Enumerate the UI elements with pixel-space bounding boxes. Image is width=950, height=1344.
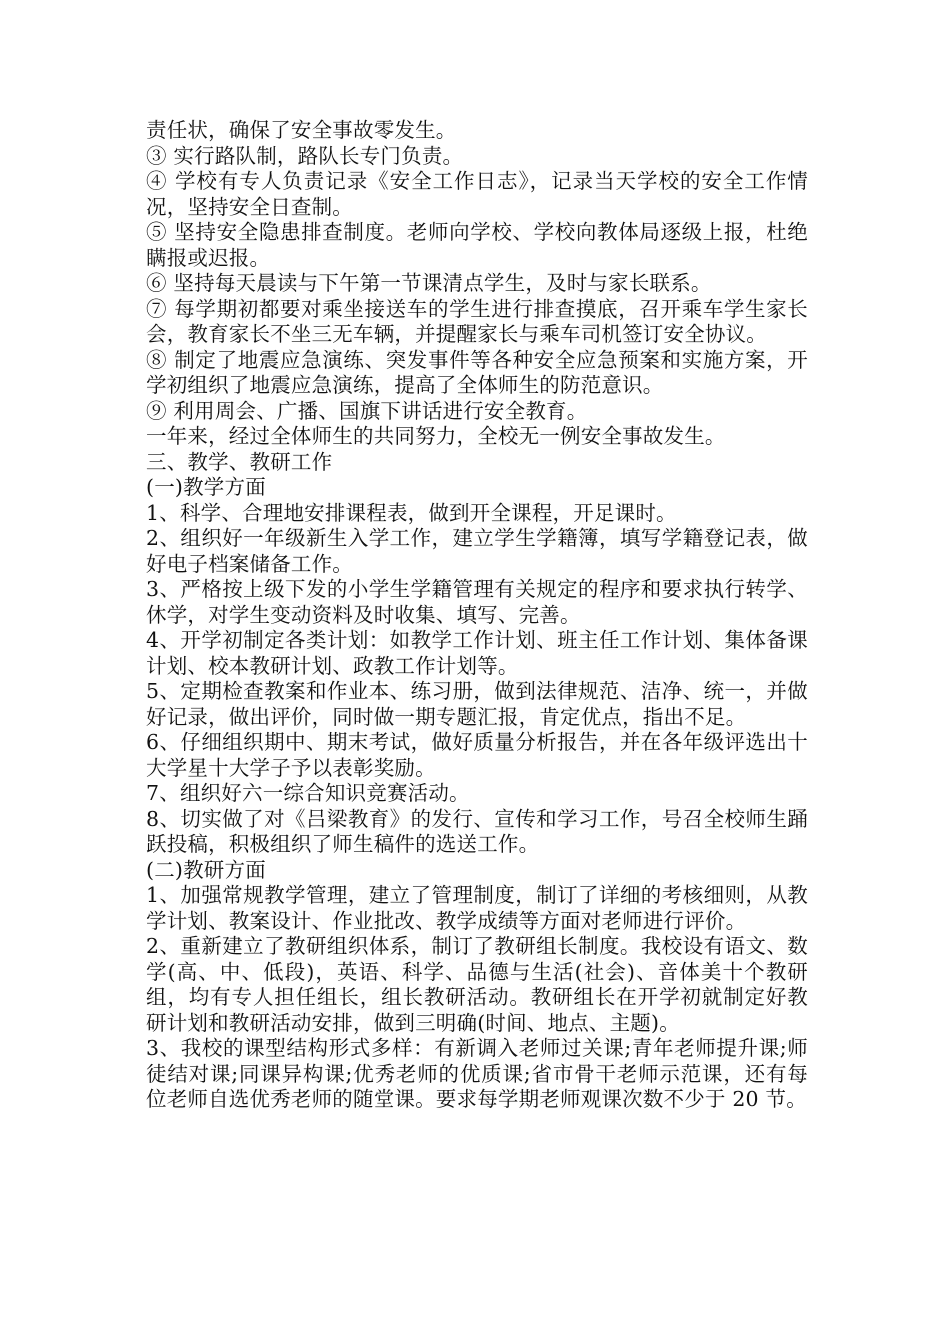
document-page [146, 118, 808, 1113]
paragraph-safety-summary: 一年来，经过全体师生的共同努力，全校无一例安全事故发生。 [146, 424, 726, 448]
paragraph-teaching-item-1: 1、科学、合理地安排课程表，做到开全课程，开足课时。 [146, 500, 677, 525]
paragraph-teaching-item-6: 6、仔细组织期中、期末考试，做好质量分析报告，并在各年级评选出十大学星十大学子予以表彰奖励。 [146, 730, 808, 780]
paragraph-safety-item-6: ⑥ 坚持每天晨读与下午第一节课清点学生，及时与家长联系。 [146, 271, 712, 295]
subsection-heading-teaching: (一)教学方面 [146, 475, 266, 499]
paragraph-safety-item-8: ⑧ 制定了地震应急演练、突发事件等各种安全应急预案和实施方案，开学初组织了地震应急演练，提高了全体师生的防范意识。 [146, 347, 808, 397]
paragraph-safety-item-7: ⑦ 每学期初都要对乘坐接送车的学生进行排查摸底，召开乘车学生家长会，教育家长不坐三无车辆，并提醒家长与乘车司机签订安全协议。 [146, 296, 808, 346]
paragraph-teaching-item-4: 4、开学初制定各类计划：如教学工作计划、班主任工作计划、集体备课计划、校本教研计划、政教工作计划等。 [146, 628, 808, 678]
paragraph-research-item-1: 1、加强常规教学管理，建立了管理制度，制订了详细的考核细则，从教学计划、教案设计、作业批改、教学成绩等方面对老师进行评价。 [146, 883, 808, 933]
paragraph-research-item-2: 2、重新建立了教研组织体系，制订了教研组长制度。我校设有语文、数学(高、中、低段)，英语、科学、品德与生活(社会)、音体美十个教研组，均有专人担任组长，组长教研活动。教研组长在开学初就制定好教研计划和教研活动安排，做到三明确(时间、地点、主题)。 [146, 934, 808, 1035]
paragraph-teaching-item-2: 2、组织好一年级新生入学工作，建立学生学籍簿，填写学籍登记表，做好电子档案储备工作。 [146, 526, 808, 576]
paragraph-teaching-item-5: 5、定期检查教案和作业本、练习册，做到法律规范、洁净、统一，并做好记录，做出评价，同时做一期专题汇报，肯定优点，指出不足。 [146, 679, 808, 729]
paragraph-teaching-item-7: 7、组织好六一综合知识竞赛活动。 [146, 781, 470, 805]
paragraph-research-item-3: 3、我校的课型结构形式多样：有新调入老师过关课;青年老师提升课;师徒结对课;同课异构课;优秀老师的优质课;省市骨干老师示范课，还有每位老师自选优秀老师的随堂课。要求每学期老师观课次数不少于 20 节。 [146, 1036, 808, 1111]
paragraph-safety-item-9: ⑨ 利用周会、广播、国旗下讲话进行安全教育。 [146, 398, 588, 423]
paragraph-safety-item-4: ④ 学校有专人负责记录《安全工作日志》，记录当天学校的安全工作情况，坚持安全日查制。 [146, 169, 808, 219]
paragraph-teaching-item-3: 3、严格按上级下发的小学生学籍管理有关规定的程序和要求执行转学、休学，对学生变动资料及时收集、填写、完善。 [146, 577, 808, 627]
paragraph-teaching-item-8: 8、切实做了对《吕梁教育》的发行、宣传和学习工作，号召全校师生踊跃投稿，积极组织了师生稿件的选送工作。 [146, 806, 808, 856]
section-heading-teaching-research: 三、教学、教研工作 [146, 449, 333, 474]
paragraph-safety-item-5: ⑤ 坚持安全隐患排查制度。老师向学校、学校向教体局逐级上报，杜绝瞒报或迟报。 [146, 220, 808, 270]
subsection-heading-research: (二)教研方面 [146, 857, 266, 882]
paragraph-responsibility: 责任状，确保了安全事故零发生。 [146, 118, 457, 142]
paragraph-safety-item-3: ③ 实行路队制，路队长专门负责。 [146, 143, 464, 168]
